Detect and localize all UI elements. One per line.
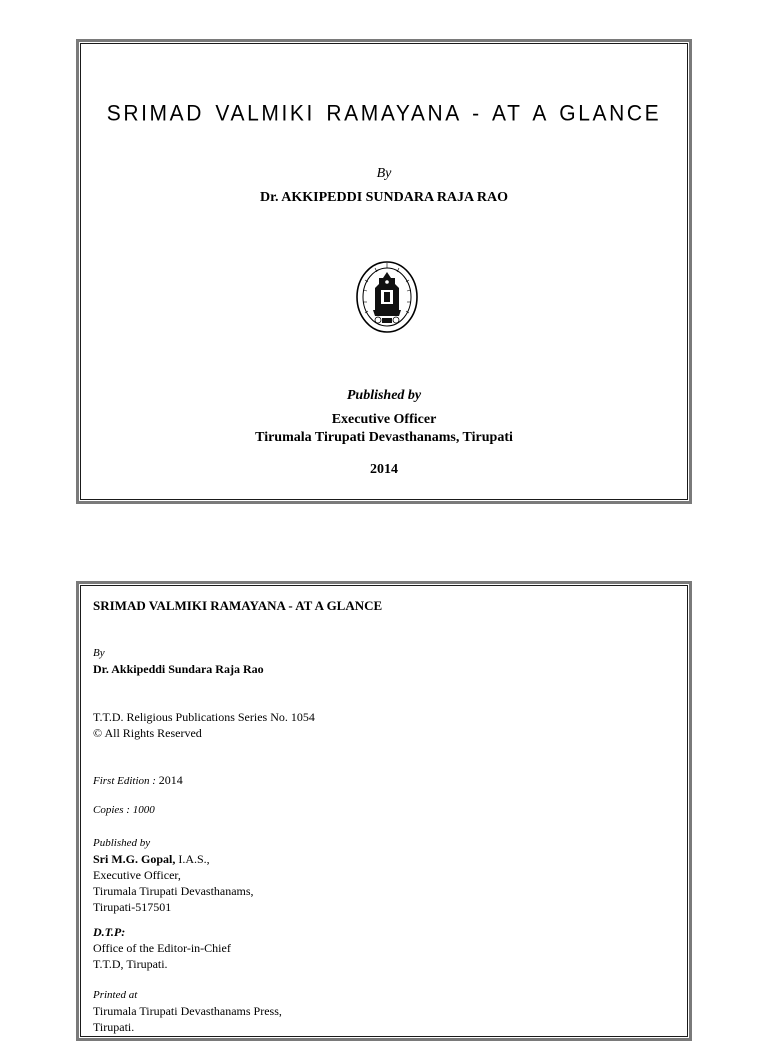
imprint-published-by-label: Published by [93, 837, 151, 849]
printed-at-label: Printed at [93, 989, 138, 1001]
by-label: By [376, 166, 392, 181]
imprint-title: SRIMAD VALMIKI RAMAYANA - AT A GLANCE [93, 598, 383, 613]
publisher-org: Tirumala Tirupati Devasthanams, Tirupati [255, 430, 513, 445]
press-city: Tirupati. [93, 1020, 135, 1034]
dtp-place: T.T.D, Tirupati. [93, 957, 168, 971]
imprint-publisher-role: Executive Officer, [93, 868, 181, 882]
book-title: SRIMAD VALMIKI RAMAYANA - AT A GLANCE [106, 101, 662, 126]
series-number: T.T.D. Religious Publications Series No. 1054 [93, 710, 315, 724]
publisher-name: Sri M.G. Gopal, [93, 852, 176, 866]
publication-year: 2014 [370, 462, 398, 477]
press-name: Tirumala Tirupati Devasthanams Press, [93, 1004, 282, 1018]
publisher-role: Executive Officer [331, 412, 437, 427]
published-by-label: Published by [346, 388, 422, 403]
copies-count: Copies : 1000 [93, 804, 155, 816]
dtp-label: D.T.P: [93, 925, 126, 939]
rights-notice: © All Rights Reserved [93, 726, 202, 740]
imprint-publisher-org: Tirumala Tirupati Devasthanams, [93, 884, 254, 898]
publisher-name-line [93, 851, 210, 867]
edition-value: 2014 [158, 773, 183, 787]
edition-label: First Edition : [93, 775, 159, 787]
imprint-author: Dr. Akkipeddi Sundara Raja Rao [93, 662, 264, 676]
title-page [76, 39, 692, 504]
imprint-publisher-city: Tirupati-517501 [93, 900, 172, 914]
ttd-emblem-icon [355, 260, 419, 334]
publisher-suffix: I.A.S., [175, 852, 210, 866]
imprint-page [76, 581, 692, 1041]
imprint-by-label: By [93, 647, 105, 659]
edition-line [93, 772, 183, 789]
dtp-office: Office of the Editor-in-Chief [93, 941, 231, 955]
author-name: Dr. AKKIPEDDI SUNDARA RAJA RAO [259, 190, 508, 205]
